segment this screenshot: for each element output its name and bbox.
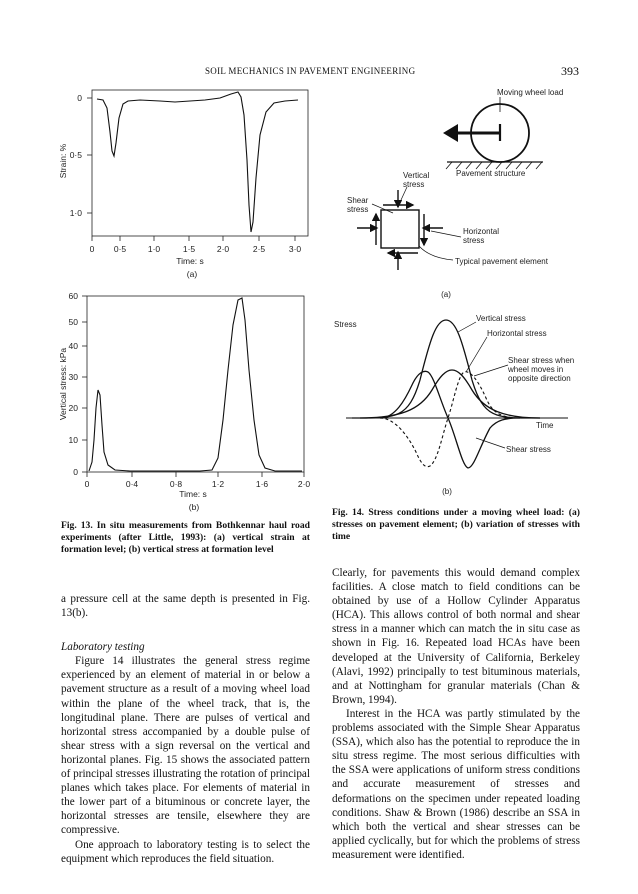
figure-14a-pavement-element: [330, 84, 590, 304]
x-tick: 1·2: [211, 479, 225, 489]
x-tick: 0·5: [113, 244, 127, 254]
x-tick: 0: [89, 244, 95, 254]
panel-label: (a): [441, 290, 451, 299]
running-header: SOIL MECHANICS IN PAVEMENT ENGINEERING: [205, 66, 416, 76]
wheel-direction-arrow: [443, 124, 458, 142]
y-tick: 30: [68, 372, 78, 382]
reversed-shear-label: Shear stress when: [508, 356, 575, 365]
vertical-stress-label: Vertical stress: [476, 314, 526, 323]
x-tick: 1·5: [182, 244, 196, 254]
y-tick: 1·0: [69, 208, 82, 218]
panel-label: (a): [186, 269, 198, 279]
reversed-shear-label: wheel moves in: [508, 365, 564, 374]
shear-stress-label: stress: [347, 205, 369, 214]
y-tick: 0: [73, 467, 78, 477]
horizontal-stress-label: Horizontal: [463, 227, 500, 236]
figure-13b-stress-plot: [55, 286, 320, 516]
figure-13a-strain-plot: [55, 86, 320, 286]
y-tick: 0·5: [69, 150, 82, 160]
shear-stress-label: Shear: [347, 196, 369, 205]
pavement-element-square: [381, 210, 419, 248]
figure-14b-stress-time: [330, 304, 590, 504]
figure-14-caption: Fig. 14. Stress conditions under a moving wheel load: (a) stresses on pavement element; (b) variation of stresses with time: [332, 507, 580, 543]
vertical-stress-label: stress: [403, 180, 425, 189]
y-axis-label: Vertical stress: kPa: [58, 347, 68, 421]
x-axis-label: Time: s: [179, 489, 207, 499]
reversed-shear-label: opposite direction: [508, 374, 571, 383]
right-column-text: [332, 566, 580, 862]
panel-label: (b): [442, 487, 452, 496]
paragraph: a pressure cell at the same depth is presented in Fig. 13(b).: [61, 593, 310, 620]
horizontal-stress-label: Horizontal stress: [487, 329, 547, 338]
shear-stress-curve: [380, 371, 520, 468]
paragraph: Clearly, for pavements this would demand complex facilities. A close match to field conditions can be obtained by use of a Hollow Cylinder Apparatus (HCA). This allows control of both normal and shear stress in a manner which can match the in situ case as shown in Fig. 16. Repeated load HCAs have been developed at the University of California, Berkeley (Alavi, 1992) principally to test bituminous materials, and at Nottingham for granular materials (Chan & Brown, 1994).: [332, 567, 580, 706]
x-tick: 2·0: [297, 479, 311, 489]
y-tick: 50: [68, 317, 78, 327]
y-tick: 60: [68, 291, 78, 301]
paragraph: One approach to laboratory testing is to select the equipment which reproduces the field situation.: [61, 838, 310, 865]
y-tick: 20: [68, 403, 78, 413]
x-tick: 2·0: [216, 244, 230, 254]
page-number: 393: [561, 64, 579, 78]
stress-axis-label: Stress: [334, 320, 357, 329]
y-tick: 10: [68, 435, 78, 445]
x-tick: 0·4: [125, 479, 139, 489]
strain-trace: [97, 92, 298, 232]
element-label: Typical pavement element: [455, 257, 548, 266]
y-tick: 0: [77, 93, 82, 103]
paragraph: Interest in the HCA was partly stimulated by the problems associated with the Simple Shear Apparatus (SSA), which also has the potential to reproduce the in situ stress regime. The most serious difficulties with the SSA were applications of uniform stress conditions and accurate measurement of stresses and deformations on the specimen under repeated loading conditions. Shaw & Brown (1986) describe an SSA in which both the vertical and shear stresses can be applied cyclically, but for which the problems of stress measurement were identified.: [332, 707, 580, 861]
time-axis-label: Time: [536, 421, 554, 430]
horizontal-stress-label: stress: [463, 236, 485, 245]
x-axis-label: Time: s: [176, 256, 204, 266]
section-heading: Laboratory testing: [61, 641, 145, 654]
x-tick: 1·6: [255, 479, 269, 489]
paragraph: Figure 14 illustrates the general stress regime experienced by an element of material in or below a pavement structure as a result of a moving wheel load within the plane of the wheel track, that is, the longitudinal plane. There are pulses of vertical and horizontal stress accompanied by a double pulse of shear stress with a sign reversal on the vertical and horizontal planes. Fig. 15 shows the associated pattern of principal stresses illustrating the rotation of principal planes which takes place. For elements of material in the lower part of a bituminous or concrete layer, the horizontal stresses are tensile, elsewhere they are compressive.: [61, 655, 310, 837]
x-tick: 0: [84, 479, 90, 489]
reversed-shear-curve: [380, 372, 520, 467]
x-tick: 0·8: [169, 479, 183, 489]
x-tick: 2·5: [252, 244, 266, 254]
y-tick: 40: [68, 341, 78, 351]
shear-stress-label: Shear stress: [506, 445, 551, 454]
y-axis-label: Strain: %: [58, 143, 68, 179]
x-tick: 1·0: [147, 244, 161, 254]
panel-label: (b): [188, 502, 200, 512]
moving-wheel-label: Moving wheel load: [497, 88, 564, 97]
vertical-stress-label: Vertical: [403, 171, 430, 180]
stress-trace: [89, 298, 302, 471]
left-column-text: [61, 592, 310, 866]
figure-13-caption: Fig. 13. In situ measurements from Bothkennar haul road experiments (after Little, 1993): (a) vertical strain at formation level; (b) vertical stress at formation level: [61, 520, 310, 556]
pavement-label: Pavement structure: [456, 169, 526, 178]
x-tick: 3·0: [288, 244, 302, 254]
